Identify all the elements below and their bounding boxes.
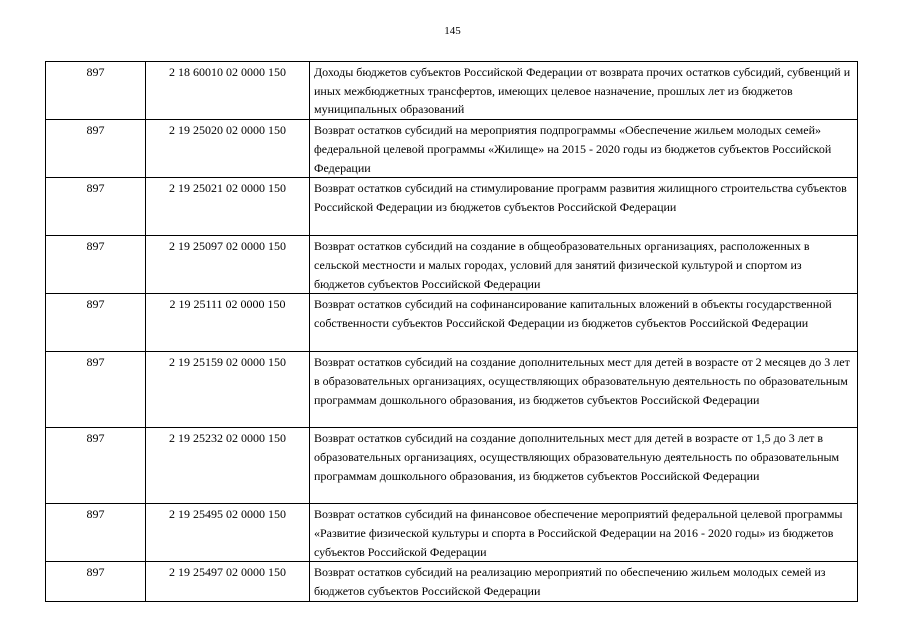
income-name-cell: Возврат остатков субсидий на создание дополнительных мест для детей в возрасте от 2 месяцев до 3 лет в образовательных организациях, осуществляющих образовательную деятельность по образовательным программам дошкольного образования, из бюджетов субъектов Российской Федерации bbox=[310, 352, 858, 428]
table-row bbox=[46, 236, 858, 294]
admin-code-cell: 897 bbox=[46, 352, 146, 428]
budget-code-cell: 2 18 60010 02 0000 150 bbox=[146, 62, 310, 120]
table-row bbox=[46, 178, 858, 236]
income-name-cell: Возврат остатков субсидий на мероприятия подпрограммы «Обеспечение жильем молодых семей» федеральной целевой программы «Жилище» на 2015 - 2020 годы из бюджетов субъектов Российской Федерации bbox=[310, 120, 858, 178]
table-row bbox=[46, 120, 858, 178]
admin-code-cell: 897 bbox=[46, 236, 146, 294]
budget-code-cell: 2 19 25159 02 0000 150 bbox=[146, 352, 310, 428]
budget-code-cell: 2 19 25111 02 0000 150 bbox=[146, 294, 310, 352]
admin-code-cell: 897 bbox=[46, 178, 146, 236]
admin-code-cell: 897 bbox=[46, 62, 146, 120]
budget-classification-table bbox=[45, 61, 858, 602]
budget-code-cell: 2 19 25495 02 0000 150 bbox=[146, 504, 310, 562]
table-row bbox=[46, 428, 858, 504]
income-name-cell: Возврат остатков субсидий на создание дополнительных мест для детей в возрасте от 1,5 до 3 лет в образовательных организациях, осуществляющих образовательную деятельность по образовательным программам дошкольного образования, из бюджетов субъектов Российской Федерации bbox=[310, 428, 858, 504]
table-row bbox=[46, 504, 858, 562]
income-name-cell: Доходы бюджетов субъектов Российской Федерации от возврата прочих остатков субсидий, субвенций и иных межбюджетных трансфертов, имеющих целевое назначение, прошлых лет из бюджетов муниципальных образований bbox=[310, 62, 858, 120]
admin-code-cell: 897 bbox=[46, 562, 146, 602]
table-row bbox=[46, 562, 858, 602]
table-row bbox=[46, 352, 858, 428]
income-name-cell: Возврат остатков субсидий на софинансирование капитальных вложений в объекты государственной собственности субъектов Российской Федерации из бюджетов субъектов Российской Федерации bbox=[310, 294, 858, 352]
income-name-cell: Возврат остатков субсидий на стимулирование программ развития жилищного строительства субъектов Российской Федерации из бюджетов субъектов Российской Федерации bbox=[310, 178, 858, 236]
budget-code-cell: 2 19 25232 02 0000 150 bbox=[146, 428, 310, 504]
budget-code-cell: 2 19 25020 02 0000 150 bbox=[146, 120, 310, 178]
table-row bbox=[46, 294, 858, 352]
income-name-cell: Возврат остатков субсидий на финансовое обеспечение мероприятий федеральной целевой программы «Развитие физической культуры и спорта в Российской Федерации на 2016 - 2020 годы» из бюджетов субъектов Российской Федерации bbox=[310, 504, 858, 562]
budget-code-cell: 2 19 25097 02 0000 150 bbox=[146, 236, 310, 294]
admin-code-cell: 897 bbox=[46, 294, 146, 352]
admin-code-cell: 897 bbox=[46, 504, 146, 562]
admin-code-cell: 897 bbox=[46, 120, 146, 178]
income-name-cell: Возврат остатков субсидий на реализацию мероприятий по обеспечению жильем молодых семей из бюджетов субъектов Российской Федерации bbox=[310, 562, 858, 602]
page-number: 145 bbox=[444, 25, 461, 37]
income-name-cell: Возврат остатков субсидий на создание в общеобразовательных организациях, расположенных в сельской местности и малых городах, условий для занятий физической культурой и спортом из бюджетов субъектов Российской Федерации bbox=[310, 236, 858, 294]
admin-code-cell: 897 bbox=[46, 428, 146, 504]
table-row bbox=[46, 62, 858, 120]
budget-code-cell: 2 19 25021 02 0000 150 bbox=[146, 178, 310, 236]
budget-code-cell: 2 19 25497 02 0000 150 bbox=[146, 562, 310, 602]
